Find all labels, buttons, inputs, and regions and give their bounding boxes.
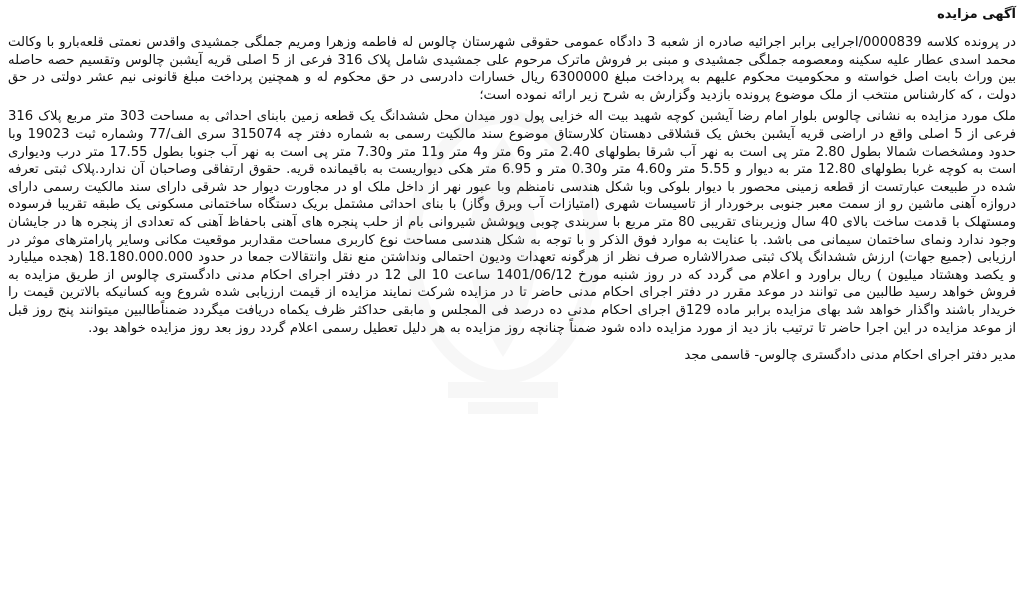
- notice-paragraph-case: در پرونده کلاسه 0000839/اجرایی برابر اجرائیه صادره از شعبه 3 دادگاه عمومی حقوقی شهرستان چالوس له فاطمه وزهرا ومریم جملگی جمشیدی واقدس نعمتی قلعه‌بارو با وکالت محمد اسدی عطار علیه سکینه ومعصومه جملگی جمشیدی و مبنی بر فروش ماترک مرحوم علی جمشیدی شامل پلاک 316 فرعی از 5 اصلی قریه آیشبن چالوس وتقسیم حصه حاصله بین وراث بابت اصل خواسته و محکومیت محکوم علیهم به پرداخت مبلغ 6300000 ریال خسارات دادرسی در حق محکوم له و همچنین پرداخت مبلغ قانونی نیم عشر دولتی در حق دولت ، که کارشناس منتخب از ملک موضوع پرونده بازدید وگزارش به شرح زیر ارائه نموده است؛: [8, 35, 1016, 103]
- notice-title: آگهی مزایده: [937, 7, 1016, 22]
- notice-signature: مدیر دفتر اجرای احکام مدنی دادگستری چالوس- قاسمی مجد: [684, 348, 1016, 364]
- notice-page: [8, 2, 1016, 606]
- notice-paragraph-property: ملک مورد مزایده به نشانی چالوس بلوار امام رضا آیشبن کوچه شهید بیت اله خزایی پول دور میدان محل ششدانگ یک قطعه زمین بابنای احداثی به مساحت 303 متر مربع پلاک 316 فرعی از 5 اصلی واقع در اراضی قریه آیشبن بخش یک قشلاقی دهستان کلارستاق موضوع سند مالکیت رسمی به شماره دفتر چه 315074 سری الف/77 وشماره ثبت 19023 وبا حدود ومشخصات شمالا بطول 2.80 متر پی است به نهر آب شرقا بطولهای 2.40 متر و6 متر و4 متر و11 متر و7.30 متر پی است به نهر آب جنوبا بطول 17.55 متر درب ودیواری است به کوچه غربا بطولهای 12.80 متر به دیوار و 5.55 متر و4.60 متر و0.30 متر و 6.95 متر هکی دیواریست به باقیمانده قریه. حقوق ارتفاقی وصاحبان آن ندارد.پلاک ثبتی تعرفه شده در طبیعت عبارتست از قطعه زمینی محصور با دیوار بلوکی وبا شکل هندسی نامنظم وبا عبور نهر از داخل ملک او در مجاورت دیوار حد شرقی دارای سند مالکیت رسمی دارای دروازه آهنی ماشین رو از سمت معبر جنوبی برخوردار از تاسیسات شهری (امتیازات آب وبرق وگاز) با بنای احداثی مشتمل بریک دستگاه ساختمانی مسکونی یک طبقه تقریبا فرسوده ومستهلک با قدمت ساخت بالای 40 سال وزیربنای تقریبی 80 متر مربع با سربندی چوبی وپوشش شیروانی بام از حلب پنجره های آهنی باحفاظ آهنی که تعدادی از پنجره ها در جایشان وجود ندارد ونمای ساختمان سیمانی می باشد. با عنایت به موارد فوق الذکر و با توجه به شکل هندسی مساحت نوع کاربری مساحت مقداربر موقعیت مکانی وسایر پارامترهای موثر در ارزیابی (جمیع جهات) ارزش ششدانگ پلاک ثبتی صدرالاشاره صرف نظر از هرگونه تعهدات ودیون احتمالی ونداشتن منع نقل وانتقالات جمعا در حدود 18.180.000.000 (هجده میلیارد و یکصد وهشتاد میلیون ) ریال براورد و اعلام می گردد که در روز شنبه مورخ 1401/06/12 ساعت 10 الی 12 در دفتر اجرای احکام مدنی دادگستری چالوس از طریق مزایده به فروش خواهد رسید طالبین می توانند در موعد مقرر در دفتر اجرای احکام مدنی حاضر تا در مزایده شرکت نمایند مزایده از قیمت ارزیابی شده شروع وبه کسانیکه بالاترین قیمت را خریدار باشند واگذار خواهد شد بهای مزایده برابر ماده 129ق اجرای احکام مدنی ده درصد فی المجلس و مابقی حداکثر ظرف یکماه دریافت میگردد ضمناًطالبین میتوانند پنج روز قبل از موعد مزایده در این اجرا حاضر تا ترتیب باز دید از مورد مزایده داده شود ضمناً چنانچه روز مزایده به هر دلیل تعطیل رسمی اعلام گردد روز بعد روز مزایده خواهد بود.: [8, 109, 1017, 336]
